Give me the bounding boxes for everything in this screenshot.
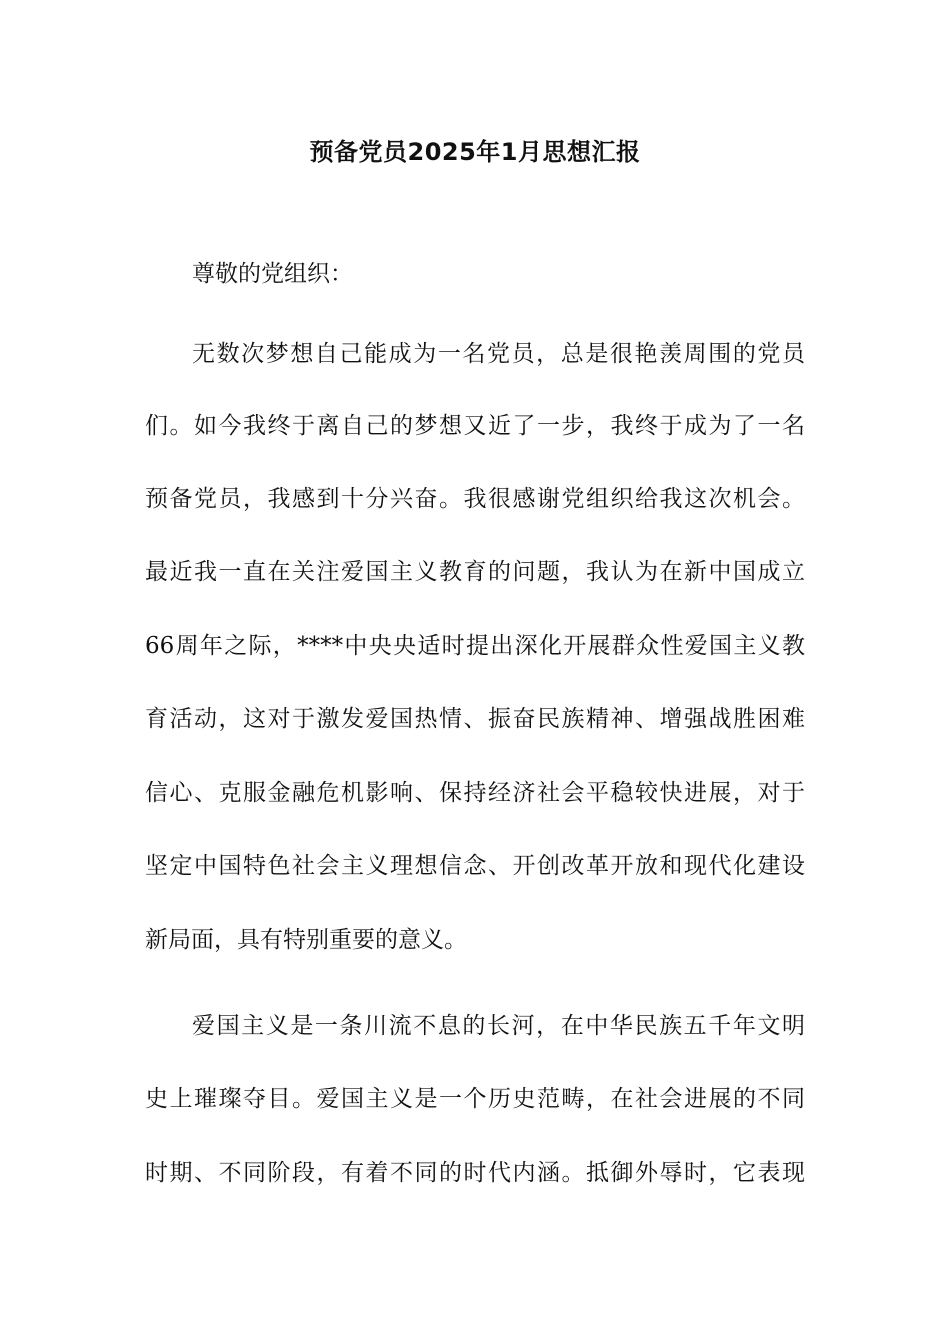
paragraph-line: 新局面，具有特别重要的意义。	[145, 927, 467, 953]
paragraph-line: 育活动，这对于激发爱国热情、振奋民族精神、增强战胜困难	[145, 706, 805, 732]
paragraph-line: 们。如今我终于离自己的梦想又近了一步，我终于成为了一名	[145, 413, 805, 439]
document-title: 预备党员2025年1月思想汇报	[309, 138, 641, 166]
paragraph-line: 无数次梦想自己能成为一名党员，总是很艳羡周围的党员	[192, 341, 805, 367]
paragraph-line: 66周年之际，****中央央适时提出深化开展群众性爱国主义教	[145, 633, 805, 659]
paragraph-line: 史上璀璨夺目。爱国主义是一个历史范畴，在社会进展的不同	[145, 1086, 805, 1112]
paragraph-line: 预备党员，我感到十分兴奋。我很感谢党组织给我这次机会。	[145, 486, 805, 512]
paragraph-line: 时期、不同阶段，有着不同的时代内涵。抵御外辱时，它表现	[145, 1160, 805, 1186]
paragraph-line: 信心、克服金融危机影响、保持经济社会平稳较快进展，对于	[145, 780, 805, 806]
paragraph-line: 坚定中国特色社会主义理想信念、开创改革开放和现代化建设	[145, 853, 805, 879]
paragraph-line: 爱国主义是一条川流不息的长河，在中华民族五千年文明	[192, 1013, 805, 1039]
salutation: 尊敬的党组织：	[192, 261, 353, 287]
paragraph-line: 最近我一直在关注爱国主义教育的问题，我认为在新中国成立	[145, 559, 805, 585]
